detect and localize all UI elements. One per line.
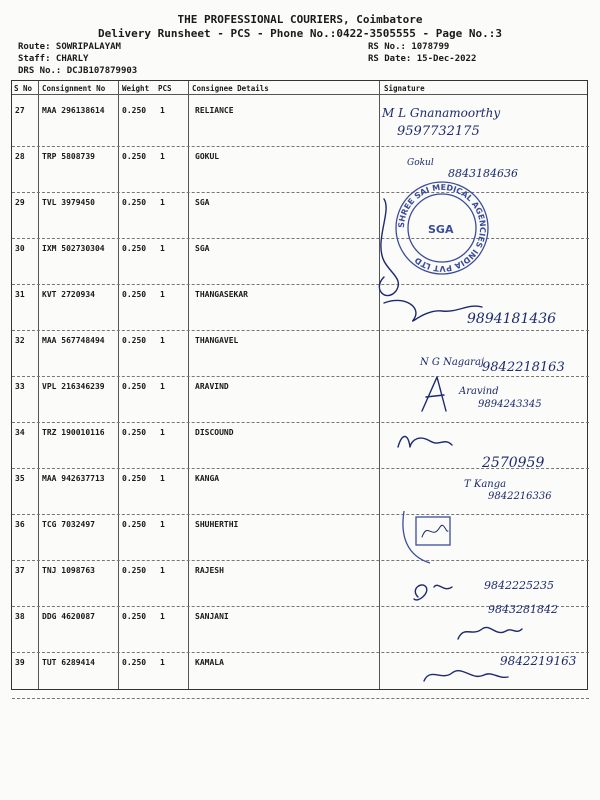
- cell-weight: 0.250: [122, 428, 147, 437]
- cell-consignment: KVT 2720934: [42, 290, 95, 299]
- cell-sno: 33: [15, 382, 25, 391]
- cell-consignee: DISCOUND: [195, 428, 234, 437]
- cell-consignee: THANGAVEL: [195, 336, 239, 345]
- cell-sno: 38: [15, 612, 25, 621]
- cell-consignment: DDG 4620087: [42, 612, 95, 621]
- stamp-outer-text: SHREE SAI MEDICAL AGENCIES INDIA PVT LTD: [396, 182, 488, 274]
- cell-pcs: 1: [160, 198, 165, 207]
- cell-weight: 0.250: [122, 336, 147, 345]
- row-separator: [12, 698, 589, 699]
- cell-consignment: TCG 7032497: [42, 520, 95, 529]
- cell-pcs: 1: [160, 290, 165, 299]
- signature-32: N G Nagaraj: [420, 357, 485, 368]
- cell-weight: 0.250: [122, 382, 147, 391]
- signature-39: [424, 671, 508, 681]
- cell-sno: 27: [15, 106, 25, 115]
- cell-pcs: 1: [160, 612, 165, 621]
- cell-sno: 39: [15, 658, 25, 667]
- cell-consignment: IXM 502730304: [42, 244, 105, 253]
- cell-consignment: MAA 567748494: [42, 336, 105, 345]
- stamp-inner-text: SGA: [428, 223, 454, 236]
- signature-38: [458, 627, 522, 639]
- header-sno: S No: [14, 84, 33, 93]
- signature-phone-32: 9842218163: [482, 360, 565, 375]
- cell-consignee: GOKUL: [195, 152, 220, 161]
- signature-phone-35: 9842216336: [488, 491, 552, 502]
- cell-pcs: 1: [160, 152, 165, 161]
- cell-weight: 0.250: [122, 152, 147, 161]
- cell-pcs: 1: [160, 244, 165, 253]
- signature-marks: [12, 81, 589, 691]
- cell-weight: 0.250: [122, 244, 147, 253]
- signature-phone-33: 9894243345: [478, 399, 542, 410]
- signature-scribble-29: [379, 199, 398, 296]
- staff-label: Staff: CHARLY: [18, 54, 89, 64]
- runsheet-title: Delivery Runsheet - PCS - Phone No.:0422-3505555 - Page No.:3: [98, 27, 502, 40]
- signature-phone-38: 9843281842: [488, 603, 558, 616]
- cell-consignee: KANGA: [195, 474, 220, 483]
- header-signature: Signature: [384, 84, 425, 93]
- header-consignee: Consignee Details: [192, 84, 269, 93]
- cell-sno: 34: [15, 428, 25, 437]
- cell-weight: 0.250: [122, 198, 147, 207]
- cell-sno: 28: [15, 152, 25, 161]
- signature-phone-28: 8843184636: [448, 167, 518, 180]
- cell-consignee: SGA: [195, 198, 210, 207]
- cell-consignee: SGA: [195, 244, 210, 253]
- signature-phone-31: 9894181436: [467, 311, 557, 327]
- cell-sno: 30: [15, 244, 25, 253]
- stamp-box: [416, 517, 450, 545]
- cell-weight: 0.250: [122, 658, 147, 667]
- signature-phone-27: 9597732175: [397, 124, 480, 139]
- company-stamp: [396, 182, 488, 274]
- cell-consignment: TNJ 1098763: [42, 566, 95, 575]
- cell-sno: 37: [15, 566, 25, 575]
- route-label: Route: SOWRIPALAYAM: [18, 42, 121, 52]
- cell-pcs: 1: [160, 428, 165, 437]
- cell-weight: 0.250: [122, 566, 147, 575]
- cell-consignment: TUT 6289414: [42, 658, 95, 667]
- signature-phone-39: 9842219163: [500, 654, 577, 668]
- cell-consignee: SANJANI: [195, 612, 229, 621]
- cell-consignment: TRZ 190010116: [42, 428, 105, 437]
- header-weight: Weight: [122, 84, 150, 93]
- drs-number: DRS No.: DCJB107879903: [18, 66, 138, 76]
- cell-sno: 31: [15, 290, 25, 299]
- signature-33: Aravind: [459, 386, 499, 397]
- signature-phone-37: 9842225235: [484, 579, 554, 592]
- stamp-scribble: [422, 525, 448, 537]
- cell-consignee: SHUHERTHI: [195, 520, 239, 529]
- cell-weight: 0.250: [122, 520, 147, 529]
- signature-27: M L Gnanamoorthy: [382, 106, 501, 120]
- cell-pcs: 1: [160, 566, 165, 575]
- cell-pcs: 1: [160, 106, 165, 115]
- cell-consignment: VPL 216346239: [42, 382, 105, 391]
- company-title: THE PROFESSIONAL COURIERS, Coimbatore: [177, 13, 423, 26]
- header-pcs: PCS: [158, 84, 172, 93]
- cell-pcs: 1: [160, 658, 165, 667]
- runsheet-table: [11, 80, 588, 690]
- header-consignment: Consignment No: [42, 84, 106, 93]
- cell-weight: 0.250: [122, 612, 147, 621]
- rs-date: RS Date: 15-Dec-2022: [368, 54, 477, 64]
- cell-consignee: RAJESH: [195, 566, 224, 575]
- signature-37: [414, 585, 452, 600]
- cell-pcs: 1: [160, 474, 165, 483]
- cell-pcs: 1: [160, 336, 165, 345]
- rs-number: RS No.: 1078799: [368, 42, 450, 52]
- cell-consignment: MAA 296138614: [42, 106, 105, 115]
- signature-phone-34: 2570959: [482, 455, 545, 471]
- cell-sno: 35: [15, 474, 25, 483]
- cell-consignment: MAA 942637713: [42, 474, 105, 483]
- signature-34: [398, 437, 452, 448]
- signature-28: Gokul: [407, 158, 434, 168]
- cell-consignment: TRP 5808739: [42, 152, 95, 161]
- cell-weight: 0.250: [122, 474, 147, 483]
- signature-35: T Kanga: [464, 479, 507, 490]
- cell-pcs: 1: [160, 382, 165, 391]
- cell-sno: 32: [15, 336, 25, 345]
- cell-sno: 29: [15, 198, 25, 207]
- cell-consignee: ARAVIND: [195, 382, 229, 391]
- cell-pcs: 1: [160, 520, 165, 529]
- cell-consignee: RELIANCE: [195, 106, 234, 115]
- signature-initial-33: [422, 377, 446, 411]
- cell-weight: 0.250: [122, 290, 147, 299]
- cell-consignment: TVL 3979450: [42, 198, 95, 207]
- cell-consignee: KAMALA: [195, 658, 224, 667]
- cell-consignee: THANGASEKAR: [195, 290, 248, 299]
- cell-weight: 0.250: [122, 106, 147, 115]
- receiver-stamp: [403, 511, 450, 563]
- cell-sno: 36: [15, 520, 25, 529]
